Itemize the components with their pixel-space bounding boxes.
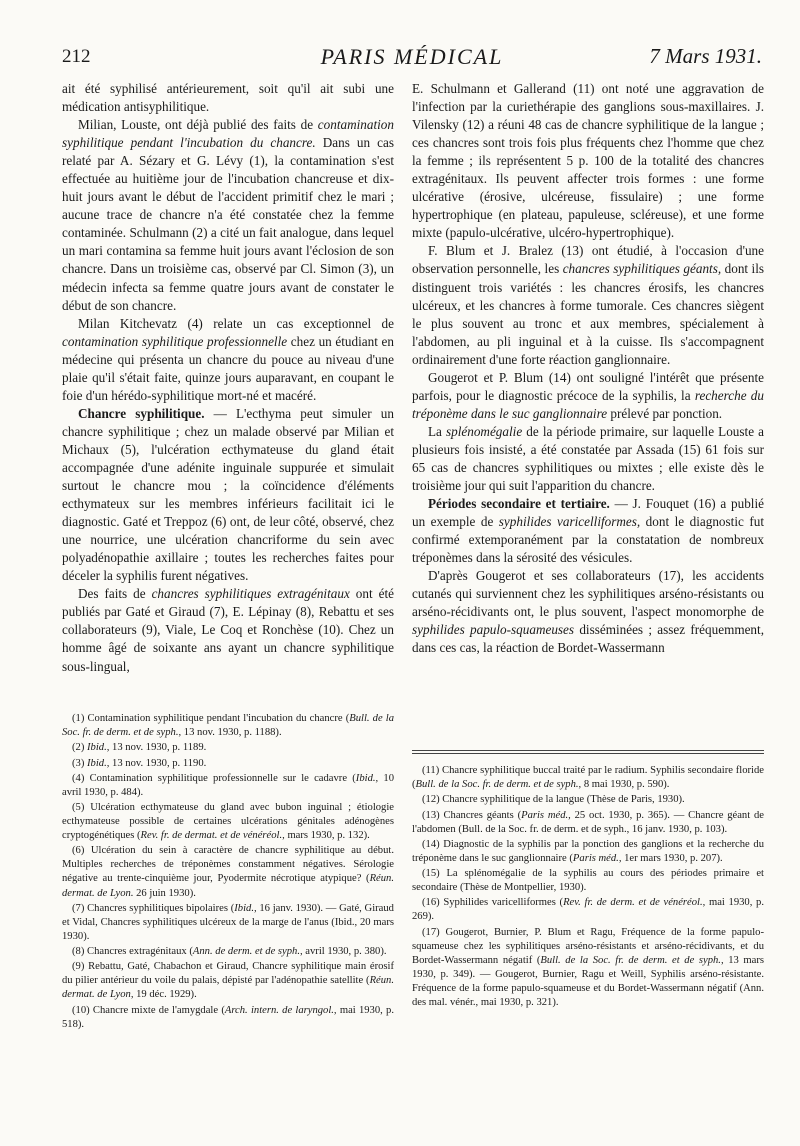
footnote: (2) Ibid., 13 nov. 1930, p. 1189.: [72, 742, 207, 754]
paragraph: Chancre syphilitique. — L'ecthyma peut simuler un chancre syphilitique ; chez un malade observé par Milian et Michaux (5), l'ulcération ecthymateuse du gland était accompagnée d'une adénite inguinale suppurée et simulait surtout le chancre mou ; la coïncidence d'éléments ecthymateux sur les membres inférieurs facilitait ici le diagnostic. Gaté et Treppoz (6) ont, de leur côté, observé, chez une nourrice, une ulcération chancriforme du sein avec polyadénopathie axillaire ; toutes les recherches faites pour déceler la syphilis furent négatives.: [62, 405, 394, 584]
left-column: [62, 80, 394, 676]
footnote: (8) Chancres extragénitaux (Ann. de derm. et de syph., avril 1930, p. 380).: [72, 946, 387, 958]
footnote: (17) Gougerot, Burnier, P. Blum et Ragu, Fréquence de la forme papulo-squameuse chez les syphilitiques arséno-résistants et arséno-récidivants, et du Bordet-Wassermann négatif (Bull. de la Soc. fr. de derm. et de syph., 13 mars 1930, p. 349). — Gougerot, Burnier, Ragu et Weill, Syphilis arséno-résistante. Fréquence de la forme papulo-squameuse et du Bordet-Wassermann négatif (Ann. des mal. vénér., mai 1930, p. 321).: [412, 926, 765, 1008]
footnote: (5) Ulcération ecthymateuse du gland avec bubon inguinal ; étiologie ecthymateuse possible de certaines ulcérations génitales adénogènes cryptogénétiques (Rev. fr. de dermat. et de vénéréol., mars 1930, p. 132).: [62, 802, 394, 842]
section-heading: Périodes secondaire et tertiaire.: [428, 496, 610, 512]
paragraph: Milian, Louste, ont déjà publié des faits de contamination syphilitique pendant l'incubation du chancre. Dans un cas relaté par A. Sézary et G. Lévy (1), la contamination s'est effectuée au huitième jour de l'incubation chancreuse et dix-huit jours avant le début de l'accident primitif chez le mari ; aucune trace de chancre n'a été constatée chez la femme contaminée. Schulmann (2) a cité un fait analogue, dans lequel un mari contamina sa femme huit jours avant l'éclosion de son chancre. Dans un troisième cas, observé par Cl. Simon (3), un médecin infecta sa femme quatre jours avant de constater le début de son chancre.: [62, 117, 394, 313]
paragraph: Milan Kitchevatz (4) relate un cas exceptionnel de contamination syphilitique professionnelle chez un étudiant en médecine qui présenta un chancre du pouce au niveau d'une plaie qu'il s'était faite, quinze jours auparavant, en coupant le foie d'un hérédo-syphilitique mort-né et macéré.: [62, 315, 394, 403]
footnote: (1) Contamination syphilitique pendant l'incubation du chancre (Bull. de la Soc. fr. de derm. et de syph., 13 nov. 1930, p. 1188).: [62, 713, 395, 739]
journal-title: PARIS MÉDICAL: [320, 44, 504, 69]
section-heading: Chancre syphilitique.: [78, 405, 205, 421]
footnote: (6) Ulcération du sein à caractère de chancre syphilitique au début. Multiples recherches de tréponèmes constamment négatives. Sérologie négative au trente-cinquième jour, Pyodermite nécrotique atypique? (Réun. dermat. de Lyon. 26 juin 1930).: [62, 845, 394, 899]
footnote: (7) Chancres syphilitiques bipolaires (Ibid., 16 janv. 1930). — Gaté, Giraud et Vidal, Chancres syphilitiques ulcéreux de la marge de l'anus (Ibid., 20 mars 1930).: [62, 902, 394, 942]
right-column: [412, 80, 764, 658]
paragraph: ait été syphilisé antérieurement, soit qu'il ait subi une médication antisyphilitique.: [62, 81, 394, 115]
footnote: (13) Chancres géants (Paris méd., 25 oct. 1930, p. 365). — Chancre géant de l'abdomen (Bull. de la Soc. fr. de derm. et de syph., 16 janv. 1930, p. 103).: [412, 809, 764, 835]
footnote: (3) Ibid., 13 nov. 1930, p. 1190.: [72, 757, 207, 769]
paragraph: La splénomégalie de la période primaire, sur laquelle Louste a plusieurs fois insisté, a été constatée par Assada (15) 61 fois sur 65 cas de chancres syphilitiques ou mixtes ; elle existe dès le troisième jour qui suit l'apparition du chancre.: [412, 423, 764, 494]
footnote-separator: [412, 750, 764, 754]
paragraph: Des faits de chancres syphilitiques extragénitaux ont été publiés par Gaté et Giraud (7), E. Lépinay (8), Rebattu et ses collaborateurs (9), Viale, Le Coq et Ronchèse (10). Chez un homme âgé de soixante ans ayant un chancre syphilitique sous-lingual,: [62, 586, 394, 674]
footnote: (15) La splénomégalie de la syphilis au cours des périodes primaire et secondaire (Thèse de Montpellier, 1930).: [412, 868, 764, 894]
paragraph: Gougerot et P. Blum (14) ont souligné l'intérêt que présente parfois, pour le diagnostic précoce de la syphilis, la recherche du tréponème dans le suc ganglionnaire prélevé par ponction.: [412, 369, 764, 421]
footnote: (16) Syphilides varicelliformes (Rev. fr. de derm. et de vénéréol., mai 1930, p. 269).: [412, 897, 764, 923]
paragraph: Périodes secondaire et tertiaire. — J. Fouquet (16) a publié un exemple de syphilides varicelliformes, dont le diagnostic fut confirmé extemporanément par la constatation de nombreux tréponèmes dans la sérosité des vésicules.: [412, 496, 764, 566]
page-header: [62, 42, 762, 76]
footnote: (12) Chancre syphilitique de la langue (Thèse de Paris, 1930).: [422, 794, 685, 806]
paragraph: F. Blum et J. Bralez (13) ont étudié, à l'occasion d'une observation personnelle, les chancres syphilitiques géants, dont ils distinguent trois variétés : les chancres érosifs, les chancres ulcéreux, et les chancres à forme tumorale. Ces chancres siègent le plus souvent au tronc et aux membres, spécialement à l'abdomen, au pli inguinal et à la cuisse. Ils s'accompagnent ordinairement d'une forte réaction ganglionnaire.: [412, 243, 765, 367]
paragraph: D'après Gougerot et ses collaborateurs (17), les accidents cutanés qui surviennent chez les syphilitiques arséno-résistants ou arséno-récidivants ont, le plus souvent, l'aspect monomorphe de syphilides papulo-squameuses disséminées ; assez fréquemment, dans ces cas, la réaction de Bordet-Wassermann: [412, 568, 764, 656]
footnote: (14) Diagnostic de la syphilis par la ponction des ganglions et la recherche du tréponème dans le suc ganglionnaire (Paris méd., 1er mars 1930, p. 207).: [412, 838, 764, 864]
footnote: (4) Contamination syphilitique professionnelle sur le cadavre (Ibid., 10 avril 1930, p. 484).: [62, 772, 395, 798]
footnote: (9) Rebattu, Gaté, Chabachon et Giraud, Chancre syphilitique main érosif du pilier antérieur du voile du palais, dépisté par l'adénopathie satellite (Réun. dermat. de Lyon, 19 déc. 1929).: [62, 961, 394, 1001]
footnote: (11) Chancre syphilitique buccal traité par le radium. Syphilis secondaire floride (Bull. de la Soc. fr. de derm. et de syph., 8 mai 1930, p. 590).: [412, 765, 764, 791]
footnotes-right: [412, 764, 764, 1011]
paragraph: E. Schulmann et Gallerand (11) ont noté une aggravation de l'infection par la curiethérapie des ganglions sous-maxillaires. J. Vilensky (12) a réuni 48 cas de chancre syphilitique de la langue ; ces chancres sont trois fois plus fréquents chez l'homme que chez la femme ; ils représentent 5 p. 100 de la totalité des chancres extragénitaux. Ils peuvent affecter trois formes : une forme ulcérative (érosive, ulcéreuse, fissulaire) ; une forme hypertrophique (en plateau, papuleuse, scléreuse), et une forme mixte (papulo-ulcérative, ulcéro-hypertrophique).: [412, 81, 764, 241]
issue-date: 7 Mars 1931.: [649, 44, 762, 68]
footnotes-left: [62, 712, 394, 1033]
page-number: 212: [62, 46, 91, 67]
footnote: (10) Chancre mixte de l'amygdale (Arch. intern. de laryngol., mai 1930, p. 518).: [62, 1004, 394, 1030]
